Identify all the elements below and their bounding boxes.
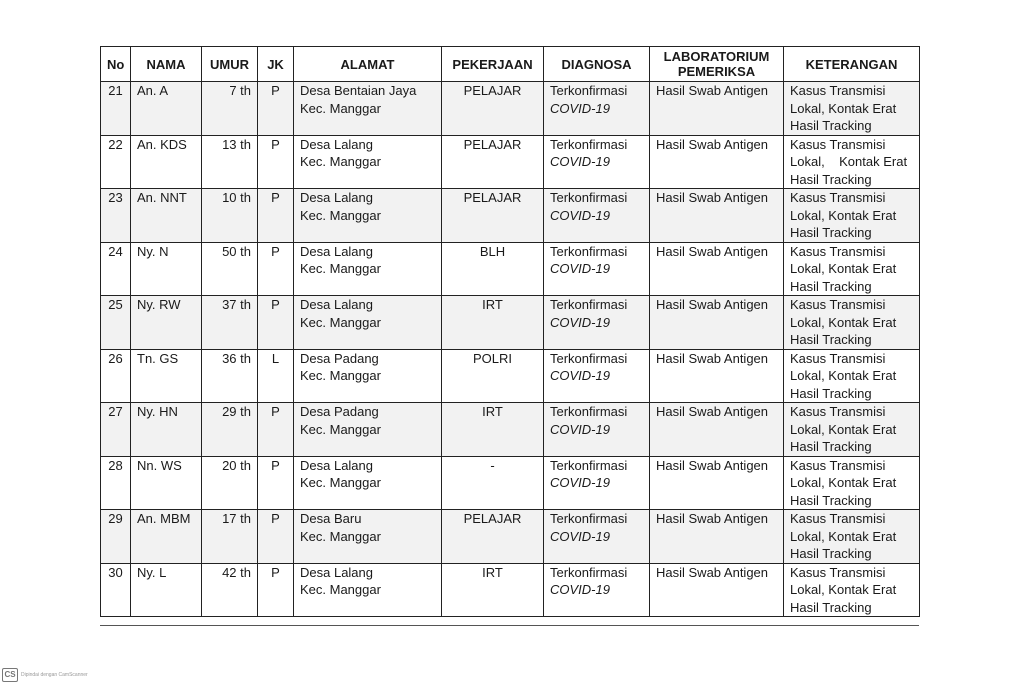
cell-keterangan-ket2: Lokal, Kontak Erat [790,475,897,490]
cell-nama-nama: Ny. RW [137,297,181,312]
cell-keterangan-ket3: Hasil Tracking [790,546,872,561]
header-diagnosa: DIAGNOSA [544,47,650,82]
table-row [101,189,920,243]
cell-alamat [294,135,442,189]
cell-keterangan [784,510,920,564]
cell-diagnosa-diag2: COVID-19 [550,528,610,544]
table-header-row [101,47,920,82]
cell-pekerjaan [442,135,544,189]
table-row [101,135,920,189]
cell-nama [131,242,202,296]
cell-keterangan-ket3: Hasil Tracking [790,385,872,401]
cell-keterangan-ket1: Kasus Transmisi [790,297,886,312]
cell-laboratorium-lab: Hasil Swab Antigen [656,457,769,473]
cell-nama-nama: An. MBM [137,511,191,526]
cell-alamat-alamat2: Kec. Manggar [300,261,381,276]
header-umur: UMUR [202,47,258,82]
cell-no-no: 21 [108,83,123,98]
cell-jk [258,349,294,403]
cell-no-no: 25 [108,297,123,312]
cell-keterangan-ket2: Lokal, Kontak Erat [790,261,897,276]
cell-diagnosa-diag2: COVID-19 [550,207,610,223]
camscanner-watermark [2,668,88,682]
cell-alamat-alamat1: Desa Lalang [300,297,373,312]
cell-pekerjaan [442,510,544,564]
cell-no [101,510,131,564]
cell-diagnosa-diag2: COVID-19 [550,154,610,169]
cell-jk [258,563,294,617]
cell-laboratorium-lab: Hasil Swab Antigen [656,297,769,312]
cell-alamat-alamat1: Desa Bentaian Jaya [300,83,417,98]
cell-nama [131,403,202,457]
cell-pekerjaan [442,296,544,350]
cell-diagnosa [544,242,650,296]
cell-pekerjaan [442,82,544,136]
cell-diagnosa-diag1: Terkonfirmasi [550,350,628,366]
cell-keterangan-ket2: Lokal, Kontak Erat [790,582,897,597]
cell-alamat-alamat2: Kec. Manggar [300,475,381,490]
cell-keterangan-ket3: Hasil Tracking [790,171,872,187]
cell-umur-umur: 36 th [222,350,251,366]
cell-alamat-alamat2: Kec. Manggar [300,528,381,544]
table-row [101,242,920,296]
cell-diagnosa-diag1: Terkonfirmasi [550,190,628,205]
cell-nama-nama: An. NNT [137,190,187,205]
cell-alamat [294,403,442,457]
cell-no-no: 29 [108,511,123,526]
table-row [101,349,920,403]
cell-jk-jk: P [271,457,280,473]
cell-nama [131,189,202,243]
cell-alamat-alamat2: Kec. Manggar [300,207,381,223]
cell-no-no: 28 [108,457,123,473]
cell-jk [258,296,294,350]
cell-umur [202,242,258,296]
cell-jk [258,510,294,564]
footer-divider [100,625,919,626]
cell-jk [258,135,294,189]
cell-umur-umur: 20 th [222,457,251,473]
cell-keterangan-ket3: Hasil Tracking [790,332,872,347]
cell-alamat-alamat1: Desa Lalang [300,190,373,205]
cell-diagnosa-diag2: COVID-19 [550,582,610,597]
cell-keterangan-ket3: Hasil Tracking [790,278,872,294]
cell-keterangan-ket1: Kasus Transmisi [790,136,886,152]
cell-diagnosa-diag2: COVID-19 [550,421,610,437]
cell-diagnosa-diag1: Terkonfirmasi [550,83,628,98]
cell-no [101,349,131,403]
cell-alamat [294,510,442,564]
cell-umur [202,189,258,243]
cell-alamat [294,456,442,510]
cell-umur-umur: 50 th [222,243,251,259]
cell-laboratorium-lab: Hasil Swab Antigen [656,350,769,366]
cell-no [101,403,131,457]
table-row [101,456,920,510]
cell-pekerjaan-pekerjaan: IRT [482,404,503,419]
cell-pekerjaan [442,403,544,457]
cell-nama [131,135,202,189]
cell-umur-umur: 17 th [222,511,251,526]
cell-keterangan-ket1: Kasus Transmisi [790,457,886,473]
cell-keterangan-ket2: Lokal, Kontak Erat [790,207,897,223]
cell-umur [202,135,258,189]
cell-jk-jk: P [271,190,280,205]
cell-nama-nama: An. A [137,83,169,98]
cell-pekerjaan-pekerjaan: PELAJAR [463,83,522,98]
cell-pekerjaan [442,349,544,403]
cell-pekerjaan [442,456,544,510]
cell-diagnosa-diag2: COVID-19 [550,475,610,490]
cell-no-no: 24 [108,243,123,259]
cell-jk-jk: L [271,350,280,366]
cell-no-no: 30 [108,564,123,580]
cell-umur [202,403,258,457]
cell-laboratorium [650,135,784,189]
cell-nama-nama: Ny. L [137,564,167,580]
cell-nama [131,296,202,350]
cell-nama [131,82,202,136]
cell-laboratorium [650,349,784,403]
cell-alamat-alamat2: Kec. Manggar [300,582,381,597]
cell-keterangan-ket1: Kasus Transmisi [790,564,886,580]
cell-jk-jk: P [271,564,280,580]
cell-pekerjaan-pekerjaan: POLRI [472,350,512,366]
cell-jk [258,189,294,243]
cell-diagnosa-diag1: Terkonfirmasi [550,511,628,526]
cell-laboratorium [650,456,784,510]
cell-keterangan [784,242,920,296]
cell-keterangan-ket1: Kasus Transmisi [790,350,886,366]
cell-laboratorium-lab: Hasil Swab Antigen [656,190,769,205]
cell-umur [202,349,258,403]
cell-keterangan-ket2: Lokal, Kontak Erat [790,421,897,437]
cell-keterangan-ket1: Kasus Transmisi [790,190,886,205]
cell-alamat [294,296,442,350]
table-row [101,82,920,136]
cell-alamat [294,189,442,243]
case-table [100,46,920,617]
header-laboratorium [650,47,784,82]
cell-pekerjaan-pekerjaan: IRT [482,564,503,580]
cell-keterangan-ket1: Kasus Transmisi [790,243,886,259]
cell-alamat-alamat1: Desa Lalang [300,136,373,152]
cell-no [101,135,131,189]
cell-diagnosa-diag2: COVID-19 [550,368,610,383]
cell-no-no: 22 [108,136,123,152]
cell-umur-umur: 13 th [222,136,251,152]
cell-nama [131,563,202,617]
cell-alamat [294,563,442,617]
cell-alamat-alamat2: Kec. Manggar [300,154,381,169]
cell-keterangan-ket3: Hasil Tracking [790,492,872,508]
table-row [101,563,920,617]
cell-laboratorium-lab: Hasil Swab Antigen [656,136,769,152]
cell-umur [202,82,258,136]
cell-no-no: 26 [108,350,123,366]
cell-umur [202,510,258,564]
cell-diagnosa [544,135,650,189]
cell-alamat [294,82,442,136]
cell-jk-jk: P [271,511,280,526]
cell-diagnosa-diag2: COVID-19 [550,100,610,116]
cell-nama-nama: Ny. N [137,243,169,259]
cell-alamat [294,242,442,296]
cell-keterangan-ket1: Kasus Transmisi [790,511,886,526]
cell-keterangan [784,135,920,189]
header-alamat: ALAMAT [294,47,442,82]
cell-laboratorium [650,563,784,617]
cell-alamat-alamat1: Desa Lalang [300,457,373,473]
cell-laboratorium-lab: Hasil Swab Antigen [656,404,769,419]
cell-laboratorium [650,510,784,564]
cell-alamat-alamat1: Desa Padang [300,350,379,366]
cell-diagnosa-diag1: Terkonfirmasi [550,297,628,312]
cell-diagnosa-diag1: Terkonfirmasi [550,404,628,419]
cell-diagnosa-diag2: COVID-19 [550,261,610,276]
cell-keterangan-ket2: Lokal, Kontak Erat [790,314,897,330]
cell-no [101,563,131,617]
cell-jk [258,242,294,296]
cell-alamat-alamat1: Desa Lalang [300,243,373,259]
cell-keterangan-ket3: Hasil Tracking [790,599,872,615]
cell-laboratorium-lab: Hasil Swab Antigen [656,243,769,259]
cell-keterangan-ket3: Hasil Tracking [790,439,872,454]
header-keterangan: KETERANGAN [784,47,920,82]
table-row [101,296,920,350]
cell-umur-umur: 10 th [222,190,251,205]
cell-keterangan [784,563,920,617]
cell-keterangan [784,189,920,243]
cell-jk [258,456,294,510]
cell-pekerjaan-pekerjaan: PELAJAR [463,136,522,152]
cell-alamat-alamat2: Kec. Manggar [300,100,381,116]
cell-alamat [294,349,442,403]
header-jk: JK [258,47,294,82]
cell-no [101,456,131,510]
cell-jk-jk: P [271,243,280,259]
cell-laboratorium [650,403,784,457]
cell-keterangan-ket2: Lokal, Kontak Erat [790,528,897,544]
cell-jk-jk: P [271,404,280,419]
cell-alamat-alamat1: Desa Baru [300,511,362,526]
case-rows [101,82,920,617]
cell-jk-jk: P [271,136,280,152]
cell-pekerjaan [442,563,544,617]
header-lab-line2: PEMERIKSA [677,64,756,79]
cell-laboratorium-lab: Hasil Swab Antigen [656,83,769,98]
cell-umur-umur: 29 th [222,404,251,419]
cell-alamat-alamat2: Kec. Manggar [300,314,381,330]
cell-keterangan [784,403,920,457]
cell-laboratorium [650,296,784,350]
cell-diagnosa [544,296,650,350]
cell-pekerjaan [442,242,544,296]
cell-alamat-alamat2: Kec. Manggar [300,368,381,383]
cell-nama [131,510,202,564]
cell-jk-jk: P [271,297,280,312]
cell-keterangan-ket3: Hasil Tracking [790,225,872,240]
cell-jk [258,403,294,457]
cell-umur [202,296,258,350]
header-lab-line1: LABORATORIUM [663,49,770,64]
cell-diagnosa [544,349,650,403]
cell-alamat-alamat1: Desa Padang [300,404,379,419]
table-row [101,510,920,564]
cell-keterangan-ket2: Lokal, Kontak Erat [790,154,908,169]
cell-diagnosa-diag2: COVID-19 [550,314,610,330]
camscanner-logo-icon: CS [2,668,18,682]
cell-diagnosa [544,189,650,243]
cell-jk [258,82,294,136]
cell-umur-umur: 42 th [222,564,251,580]
cell-keterangan [784,82,920,136]
cell-diagnosa-diag1: Terkonfirmasi [550,457,628,473]
cell-keterangan [784,456,920,510]
cell-umur-umur: 7 th [229,83,251,98]
cell-no [101,242,131,296]
cell-diagnosa [544,563,650,617]
cell-pekerjaan-pekerjaan: BLH [479,243,506,259]
cell-nama-nama: Ny. HN [137,404,178,419]
cell-no [101,296,131,350]
cell-nama-nama: Nn. WS [137,457,182,473]
cell-diagnosa-diag1: Terkonfirmasi [550,136,628,152]
cell-nama [131,456,202,510]
cell-laboratorium-lab: Hasil Swab Antigen [656,511,769,526]
cell-pekerjaan-pekerjaan: PELAJAR [463,190,522,205]
table-row [101,403,920,457]
cell-no [101,82,131,136]
cell-alamat-alamat1: Desa Lalang [300,564,373,580]
header-pekerjaan: PEKERJAAN [442,47,544,82]
cell-diagnosa-diag1: Terkonfirmasi [550,243,628,259]
cell-jk-jk: P [271,83,280,98]
cell-diagnosa-diag1: Terkonfirmasi [550,564,628,580]
cell-nama [131,349,202,403]
cell-keterangan [784,296,920,350]
cell-keterangan-ket2: Lokal, Kontak Erat [790,368,897,383]
cell-keterangan-ket2: Lokal, Kontak Erat [790,100,897,116]
cell-pekerjaan-pekerjaan: - [490,457,495,473]
cell-keterangan-ket1: Kasus Transmisi [790,83,886,98]
cell-pekerjaan [442,189,544,243]
cell-keterangan-ket3: Hasil Tracking [790,118,872,133]
cell-nama-nama: An. KDS [137,136,187,152]
cell-alamat-alamat2: Kec. Manggar [300,421,381,437]
cell-nama-nama: Tn. GS [137,350,179,366]
cell-diagnosa [544,456,650,510]
cell-pekerjaan-pekerjaan: PELAJAR [463,511,522,526]
cell-no [101,189,131,243]
cell-umur [202,563,258,617]
cell-laboratorium [650,242,784,296]
cell-keterangan-ket1: Kasus Transmisi [790,404,886,419]
cell-diagnosa [544,82,650,136]
cell-laboratorium [650,82,784,136]
cell-pekerjaan-pekerjaan: IRT [482,297,503,312]
cell-no-no: 27 [108,404,123,419]
header-no: No [101,47,131,82]
cell-keterangan [784,349,920,403]
cell-diagnosa [544,403,650,457]
cell-umur [202,456,258,510]
header-nama: NAMA [131,47,202,82]
cell-diagnosa [544,510,650,564]
cell-laboratorium [650,189,784,243]
camscanner-text: Dipindai dengan CamScanner [21,672,88,678]
cell-laboratorium-lab: Hasil Swab Antigen [656,564,769,580]
cell-no-no: 23 [108,190,123,205]
cell-umur-umur: 37 th [222,297,251,312]
